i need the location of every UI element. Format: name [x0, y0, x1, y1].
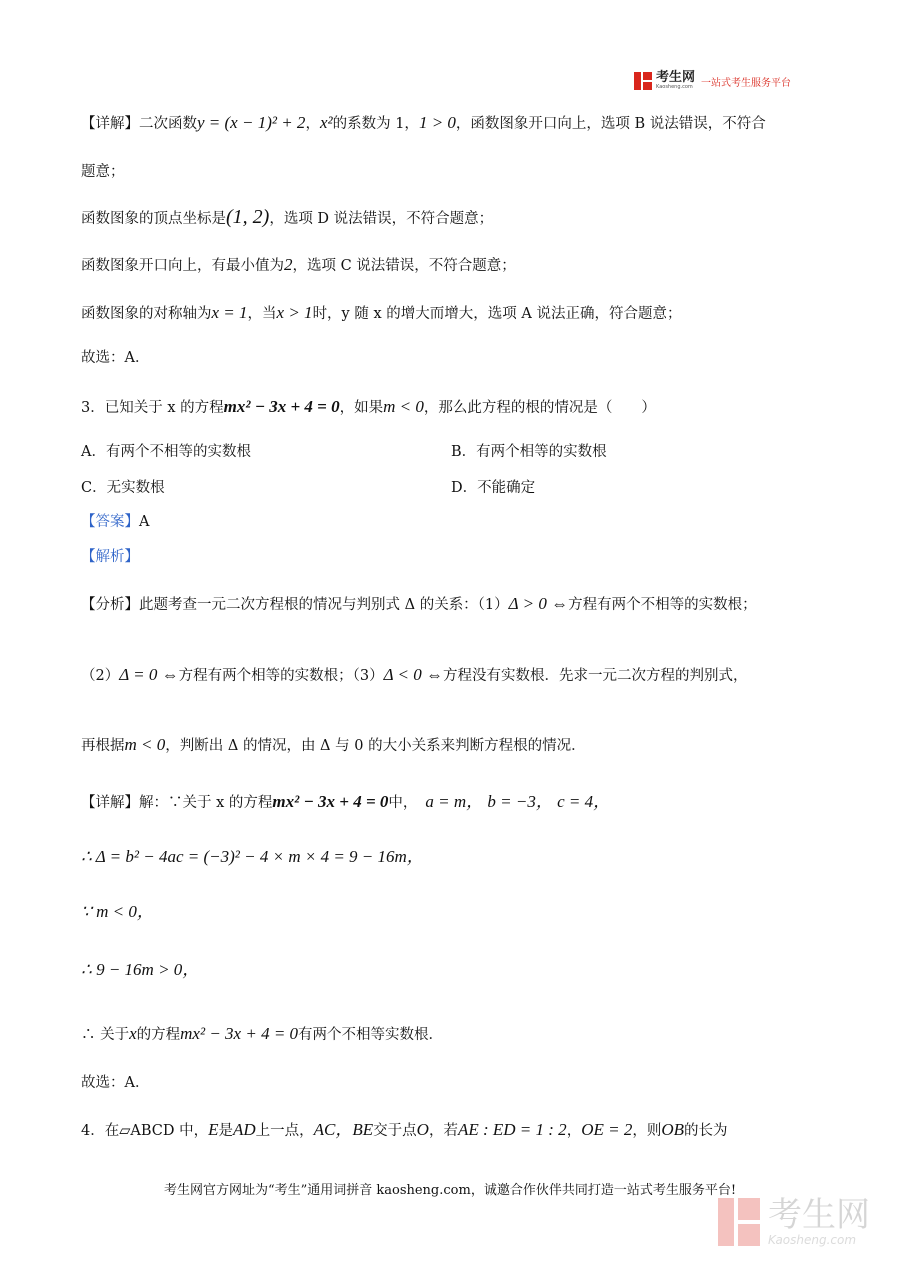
- watermark: [718, 1197, 870, 1247]
- q3-option-d: D．不能确定: [451, 480, 536, 496]
- q3-fenxi-line-3: 再根据m < 0，判断出 Δ 的情况，由 Δ 与 0 的大小关系来判断方程根的情况．: [81, 735, 586, 754]
- q3-answer: [81, 510, 149, 534]
- answer-tag: 【答案】: [81, 514, 139, 530]
- watermark-name: 考生网: [768, 1195, 870, 1235]
- header-slogan: 一站式考生服务平台: [701, 77, 792, 89]
- q2-detail-line-2: 题意；: [81, 164, 125, 180]
- watermark-domain: Kaosheng.com: [768, 1233, 857, 1247]
- q3-step-4: ∴ 关于x的方程mx² − 3x + 4 = 0有两个不相等实数根．: [81, 1024, 444, 1043]
- header-logo: [634, 72, 791, 90]
- logo-wordmark: 考生网 Kaosheng.com: [656, 70, 696, 90]
- answer-value: A: [139, 514, 150, 530]
- q3-step-2: ∵ m < 0，: [81, 902, 154, 921]
- q4-stem: 4．在▱ABCD 中，E是AD上一点，AC，BE交于点O，若AE : ED = 1 : 2，OE = 2，则OB的长为: [81, 1120, 728, 1139]
- q3-option-b: B．有两个相等的实数根: [451, 444, 607, 460]
- q3-stem: 3．已知关于 x 的方程mx² − 3x + 4 = 0，如果m < 0，那么此方程的根的情况是（ ）: [81, 397, 656, 416]
- q3-option-a: A．有两个不相等的实数根: [81, 444, 251, 460]
- q2-detail-line-4: 函数图象开口向上，有最小值为2，选项 C 说法错误，不符合题意；: [81, 255, 516, 274]
- footer-text: 考生网官方网址为“考生”通用词拼音 kaosheng.com，诚邀合作伙伴共同打造一站式考生服务平台!: [163, 1183, 737, 1198]
- q3-choose: 故选：A．: [81, 1075, 150, 1091]
- q2-detail-line-1: 【详解】二次函数y = (x − 1)² + 2，x²的系数为 1，1 > 0，函数图象开口向上，选项 B 说法错误，不符合: [81, 113, 766, 132]
- q2-detail-line-5: 函数图象的对称轴为x = 1，当x > 1时，y 随 x 的增大而增大，选项 A 说法正确，符合题意；: [81, 303, 682, 322]
- q2-choose: 故选：A．: [81, 350, 150, 366]
- q3-xiangjie-line: 【详解】解：∵关于 x 的方程mx² − 3x + 4 = 0中， a = m， b = −3， c = 4，: [81, 792, 611, 811]
- q3-step-1: ∴ Δ = b² − 4ac = (−3)² − 4 × m × 4 = 9 − 16m，: [81, 847, 424, 866]
- kaosheng-logo-icon: [634, 72, 652, 90]
- q3-analysis-tag: 【解析】: [81, 549, 139, 565]
- q3-step-3: ∴ 9 − 16m > 0，: [81, 960, 200, 979]
- q2-detail-line-3: 函数图象的顶点坐标是(1, 2)，选项 D 说法错误，不符合题意；: [81, 206, 494, 228]
- q3-option-c: C．无实数根: [81, 480, 165, 496]
- watermark-logo-icon: [718, 1198, 760, 1246]
- q3-fenxi-line-2: （2）Δ = 0 ⇔方程有两个相等的实数根；（3）Δ < 0 ⇔方程没有实数根．先求一元二次方程的判别式，: [81, 665, 748, 684]
- q3-fenxi-line-1: 【分析】此题考查一元二次方程根的情况与判别式 Δ 的关系：（1）Δ > 0 ⇔方程有两个不相等的实数根；: [81, 594, 757, 613]
